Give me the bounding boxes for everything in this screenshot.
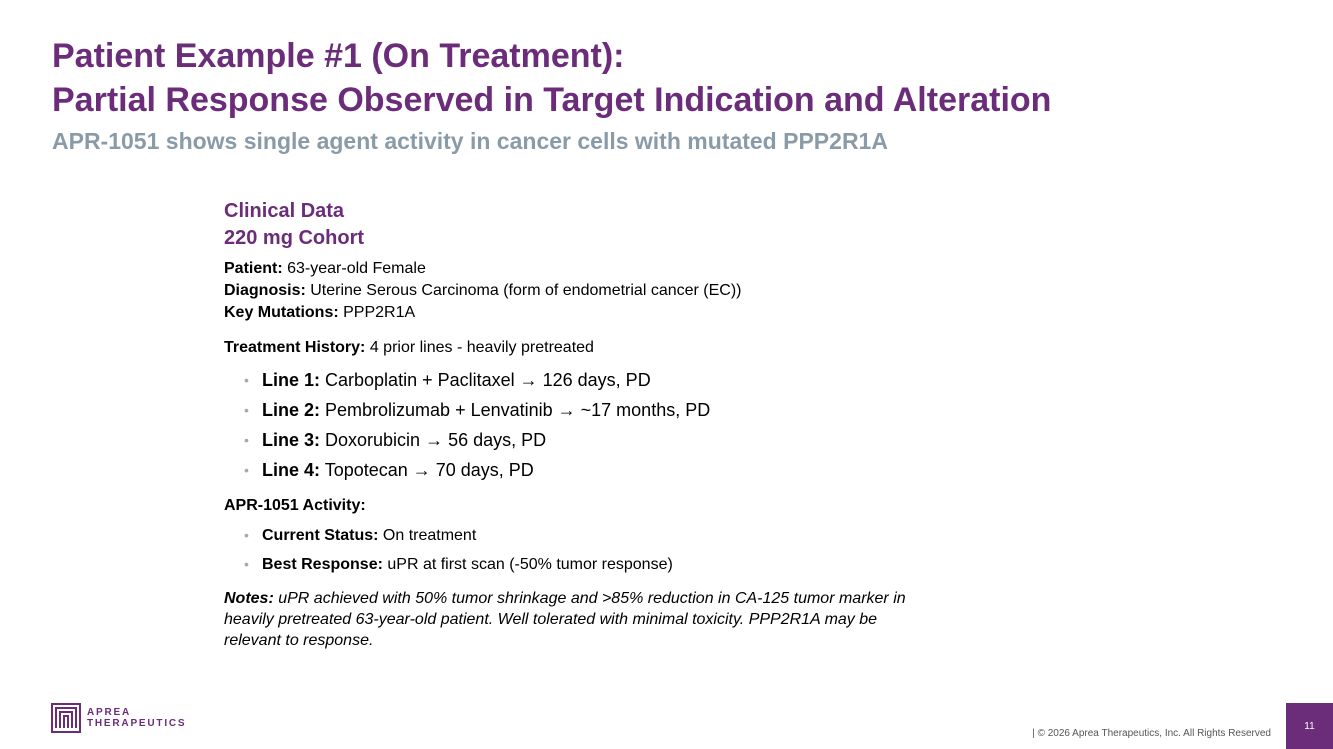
activity-label: Current Status: <box>262 527 379 544</box>
treatment-lines-list <box>224 365 944 485</box>
line-label: Line 4: <box>262 460 321 480</box>
activity-value: uPR at first scan (-50% tumor response) <box>382 556 673 573</box>
notes-text: uPR achieved with 50% tumor shrinkage and >85% reduction in CA-125 tumor marker in heavily pretreated 63-year-old patient. Well tolerated with minimal toxicity. PPP2R1A may be relevant to response. <box>224 590 906 649</box>
diagnosis-row <box>224 280 944 302</box>
patient-label: Patient: <box>224 260 283 277</box>
list-item <box>244 455 944 485</box>
line-value: Topotecan → 70 days, PD <box>320 460 534 480</box>
page-number: 11 <box>1286 703 1333 749</box>
mutations-row <box>224 302 944 324</box>
copyright-footer: | © 2026 Aprea Therapeutics, Inc. All Rights Reserved <box>1032 728 1271 739</box>
treatment-history-label: Treatment History: <box>224 339 366 356</box>
logo-text-line1: APREA <box>87 707 132 718</box>
company-logo <box>51 703 186 733</box>
line-label: Line 3: <box>262 430 321 450</box>
aprea-maze-logo-icon <box>51 703 81 733</box>
activity-list <box>224 521 944 579</box>
logo-text <box>87 707 186 729</box>
diagnosis-value: Uterine Serous Carcinoma (form of endometrial cancer (EC)) <box>305 282 742 299</box>
list-item <box>244 550 944 579</box>
line-value: Doxorubicin → 56 days, PD <box>320 430 547 450</box>
line-value: Carboplatin + Paclitaxel → 126 days, PD <box>320 370 651 390</box>
activity-heading: APR-1051 Activity: <box>224 497 366 514</box>
list-item <box>244 521 944 550</box>
slide-subtitle: APR-1051 shows single agent activity in cancer cells with mutated PPP2R1A <box>52 128 888 154</box>
list-item <box>244 365 944 395</box>
patient-info <box>224 258 944 324</box>
slide-title-line2: Partial Response Observed in Target Indication and Alteration <box>52 81 1052 119</box>
activity-value: On treatment <box>378 527 477 544</box>
activity-label: Best Response: <box>262 556 383 573</box>
diagnosis-label: Diagnosis: <box>224 282 306 299</box>
clinical-content <box>224 198 944 651</box>
list-item <box>244 425 944 455</box>
clinical-data-heading: Clinical Data <box>224 200 345 222</box>
patient-row <box>224 258 944 280</box>
slide-title-line1: Patient Example #1 (On Treatment): <box>52 37 625 75</box>
line-label: Line 2: <box>262 400 321 420</box>
notes <box>224 588 924 651</box>
mutations-label: Key Mutations: <box>224 304 339 321</box>
slide-title <box>52 34 1051 122</box>
line-value: Pembrolizumab + Lenvatinib → ~17 months, PD <box>320 400 711 420</box>
cohort-heading: 220 mg Cohort <box>224 227 365 249</box>
mutations-value: PPP2R1A <box>338 304 416 321</box>
patient-value: 63-year-old Female <box>282 260 426 277</box>
list-item <box>244 395 944 425</box>
notes-label: Notes: <box>224 590 274 607</box>
line-label: Line 1: <box>262 370 321 390</box>
logo-text-line2: THERAPEUTICS <box>87 718 187 729</box>
treatment-history-value: 4 prior lines - heavily pretreated <box>365 339 594 356</box>
treatment-history <box>224 337 944 359</box>
